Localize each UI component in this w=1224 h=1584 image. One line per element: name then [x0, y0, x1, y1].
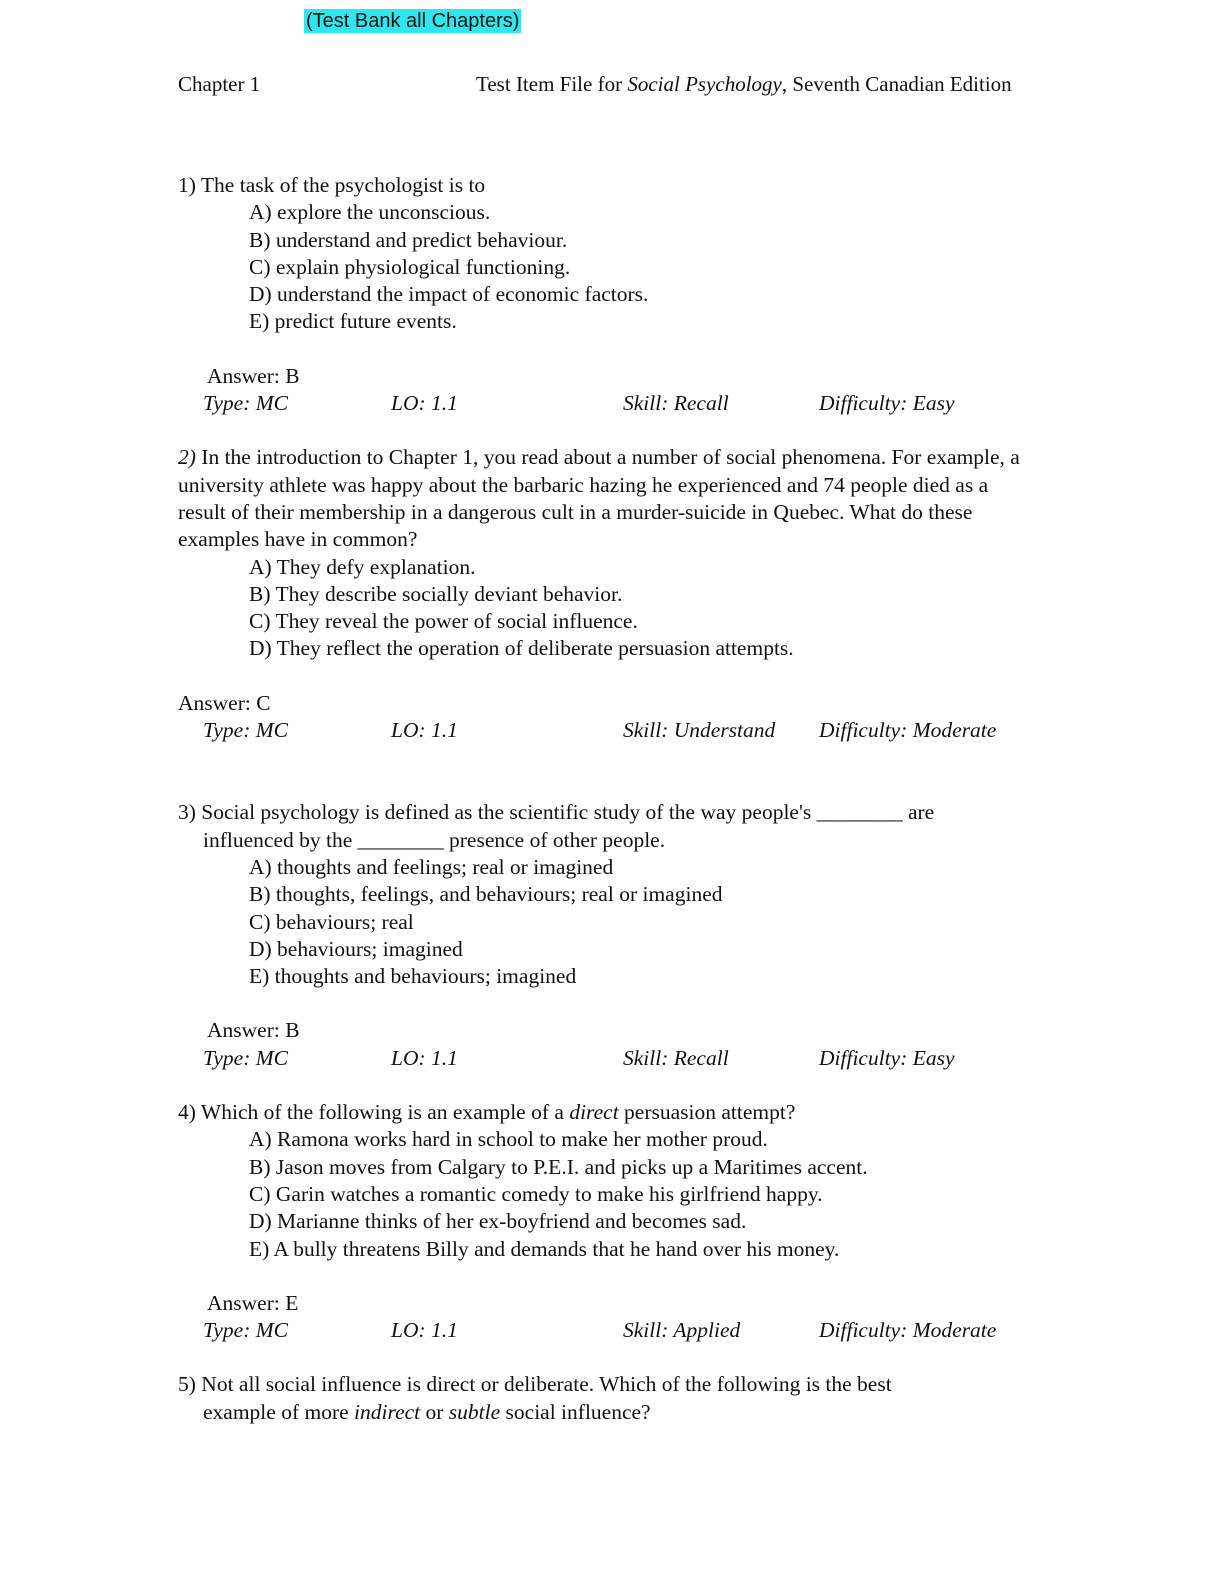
document-title [476, 72, 1012, 96]
option-a: A) explore the unconscious. [249, 200, 491, 225]
question-stem: 1) The task of the psychologist is to [178, 173, 486, 197]
question-list [178, 172, 1048, 1426]
question-meta [178, 717, 1048, 744]
option-b: B) They describe socially deviant behavior. [249, 581, 623, 606]
option-a: A) They defy explanation. [249, 554, 476, 579]
meta-difficulty: Difficulty: Moderate [819, 718, 997, 743]
option-e: E) thoughts and behaviours; imagined [249, 964, 577, 989]
question-stem: 4) Which of the following is an example of a direct persuasion attempt? [178, 1100, 796, 1125]
option-b: B) thoughts, feelings, and behaviours; real or imagined [249, 882, 723, 907]
question-stem: 2) In the introduction to Chapter 1, you read about a number of social phenomena. For example, a university athlete was happy about the barbaric hazing he experienced and 74 people died as a result of their membership in a dangerous cult in a murder-suicide in Quebec. What do these examples have in common? [178, 445, 1020, 552]
meta-lo: LO: 1.1 [391, 1045, 458, 1070]
option-c: C) They reveal the power of social influence. [249, 609, 638, 634]
question-meta [178, 1317, 1048, 1344]
answer-line: Answer: E [207, 1290, 299, 1315]
title-suffix: , Seventh Canadian Edition [781, 72, 1012, 96]
option-c: C) Garin watches a romantic comedy to make his girlfriend happy. [249, 1181, 823, 1206]
question-1 [178, 172, 1048, 417]
option-d: D) understand the impact of economic factors. [249, 282, 649, 307]
meta-lo: LO: 1.1 [391, 391, 458, 416]
question-3 [178, 799, 1048, 1072]
meta-difficulty: Difficulty: Moderate [819, 1318, 997, 1343]
question-4 [178, 1099, 1048, 1344]
question-meta [178, 1045, 1048, 1072]
question-meta [178, 390, 1048, 417]
option-d: D) behaviours; imagined [249, 936, 463, 961]
meta-skill: Skill: Recall [623, 391, 729, 416]
option-e: E) A bully threatens Billy and demands that he hand over his money. [249, 1236, 840, 1261]
book-title: Social Psychology [627, 72, 782, 96]
meta-lo: LO: 1.1 [391, 1318, 458, 1343]
meta-difficulty: Difficulty: Easy [819, 1045, 955, 1070]
option-d: D) Marianne thinks of her ex-boyfriend and becomes sad. [249, 1209, 747, 1234]
meta-skill: Skill: Applied [623, 1318, 741, 1343]
question-stem: 5) Not all social influence is direct or deliberate. Which of the following is the best [178, 1372, 892, 1397]
meta-type: Type: MC [203, 1318, 288, 1343]
question-stem-continued: example of more indirect or subtle social influence? [203, 1399, 651, 1424]
option-b: B) understand and predict behaviour. [249, 227, 568, 252]
meta-skill: Skill: Understand [623, 718, 776, 743]
title-prefix: Test Item File for [476, 72, 628, 96]
answer-line: Answer: C [178, 690, 271, 715]
option-b: B) Jason moves from Calgary to P.E.I. and picks up a Maritimes accent. [249, 1154, 868, 1179]
question-stem: 3) Social psychology is defined as the scientific study of the way people's ________ are [178, 800, 935, 825]
option-e: E) predict future events. [249, 309, 457, 334]
meta-difficulty: Difficulty: Easy [819, 391, 955, 416]
answer-line: Answer: B [207, 363, 300, 388]
meta-type: Type: MC [203, 718, 288, 743]
test-bank-banner: (Test Bank all Chapters) [306, 10, 520, 32]
question-5 [178, 1371, 1048, 1426]
answer-line: Answer: B [207, 1018, 300, 1043]
meta-skill: Skill: Recall [623, 1045, 729, 1070]
option-c: C) explain physiological functioning. [249, 254, 571, 279]
option-c: C) behaviours; real [249, 909, 414, 934]
meta-type: Type: MC [203, 1045, 288, 1070]
option-a: A) thoughts and feelings; real or imagined [249, 854, 614, 879]
chapter-label: Chapter 1 [178, 72, 261, 96]
option-a: A) Ramona works hard in school to make her mother proud. [249, 1127, 768, 1152]
meta-lo: LO: 1.1 [391, 718, 458, 743]
question-stem-continued: influenced by the ________ presence of other people. [203, 827, 666, 852]
question-2 [178, 444, 1048, 744]
option-d: D) They reflect the operation of deliberate persuasion attempts. [249, 636, 794, 661]
meta-type: Type: MC [203, 391, 288, 416]
